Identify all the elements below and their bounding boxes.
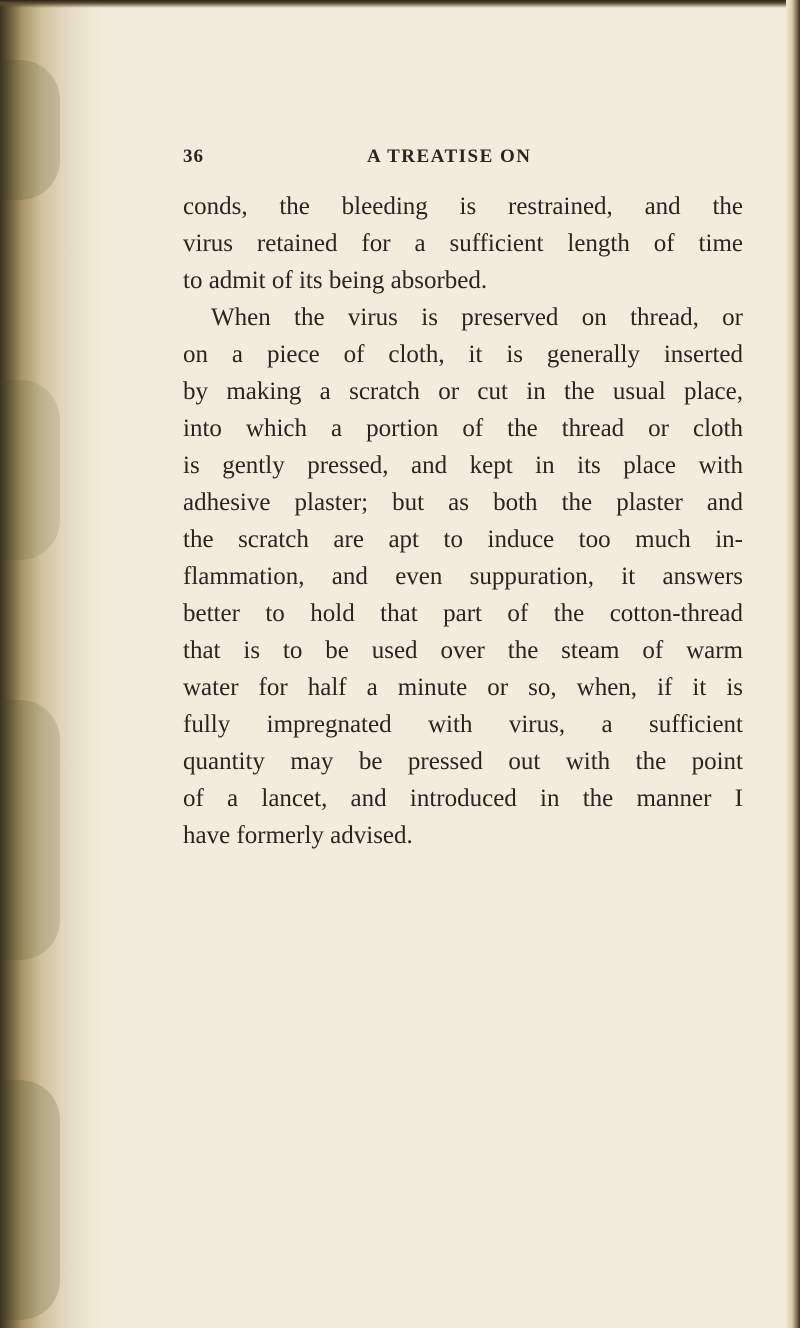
page-number: 36 [183,146,204,167]
running-title: A TREATISE ON [367,146,532,167]
text-line: adhesive plaster; but as both the plaster and [183,489,743,516]
text-line: is gently pressed, and kept in its place with [183,452,743,479]
gutter-stain [0,700,60,960]
running-head [0,146,800,176]
page-top-edge [0,0,800,8]
text-line: quantity may be pressed out with the point [183,748,743,775]
text-line: of a lancet, and introduced in the manner I [183,785,743,812]
gutter-stain [0,380,60,560]
text-line: have formerly advised. [183,822,413,849]
page-right-edge [786,0,800,1328]
text-line: on a piece of cloth, it is generally inserted [183,341,743,368]
text-line: When the virus is preserved on thread, or [211,304,743,331]
text-line: fully impregnated with virus, a sufficient [183,711,743,738]
text-line: conds, the bleeding is restrained, and the [183,193,743,220]
text-line: the scratch are apt to induce too much in- [183,526,743,553]
text-line: flammation, and even suppuration, it answers [183,563,743,590]
text-line: into which a portion of the thread or cloth [183,415,743,442]
text-line: to admit of its being absorbed. [183,267,488,294]
gutter-stain [0,1080,60,1320]
text-line: by making a scratch or cut in the usual place, [183,378,743,405]
gutter-stain [0,60,60,200]
text-line: virus retained for a sufficient length of time [183,230,743,257]
text-line: water for half a minute or so, when, if it is [183,674,743,701]
page-gutter [0,0,110,1328]
text-line: that is to be used over the steam of warm [183,637,743,664]
text-line: better to hold that part of the cotton-thread [183,600,743,627]
body-text [183,188,743,854]
